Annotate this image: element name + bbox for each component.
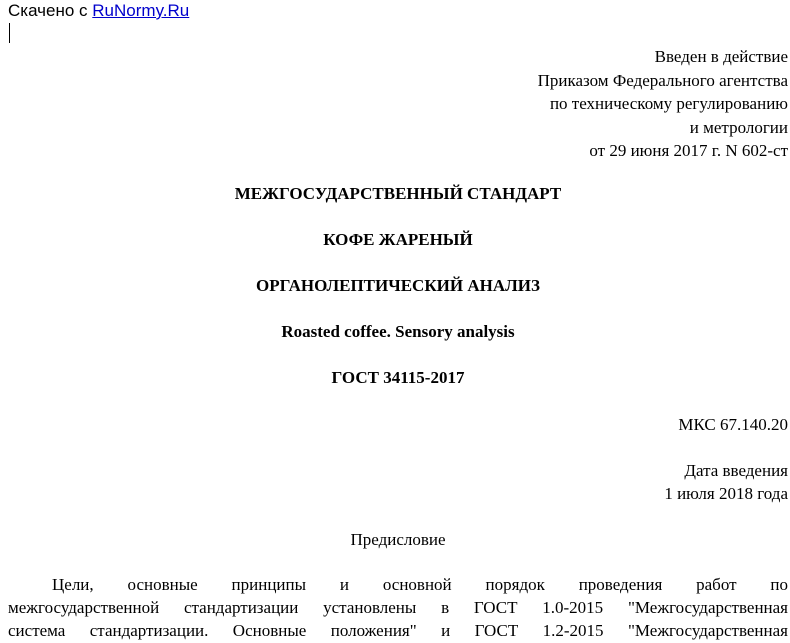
foreword-paragraph xyxy=(8,573,788,643)
decree-line: Введен в действие xyxy=(654,47,788,66)
runormy-link[interactable]: RuNormy.Ru xyxy=(92,1,190,20)
text-cursor xyxy=(9,23,10,43)
source-prefix: Скачено с xyxy=(8,1,93,20)
document-subtitle: ОРГАНОЛЕПТИЧЕСКИЙ АНАЛИЗ xyxy=(256,276,540,295)
paragraph-line: Цели, основные принципы и основной порядок проведения работ по xyxy=(52,575,788,594)
mks-code: МКС 67.140.20 xyxy=(678,415,788,434)
foreword-title: Предисловие xyxy=(350,530,446,549)
document-title: КОФЕ ЖАРЕНЫЙ xyxy=(323,230,473,249)
standard-type-heading: МЕЖГОСУДАРСТВЕННЫЙ СТАНДАРТ xyxy=(234,184,562,203)
introduction-date-label: Дата введения xyxy=(684,461,788,480)
decree-line: по техническому регулированию xyxy=(549,94,788,113)
introduction-date-value: 1 июля 2018 года xyxy=(664,484,788,503)
decree-block xyxy=(538,45,788,163)
source-line xyxy=(8,0,189,22)
decree-line: Приказом Федерального агентства xyxy=(537,70,788,90)
english-title: Roasted coffee. Sensory analysis xyxy=(281,322,515,341)
paragraph-line: система стандартизации. Основные положения" и ГОСТ 1.2-2015 "Межгосударственная xyxy=(8,621,788,641)
decree-line: от 29 июня 2017 г. N 602-ст xyxy=(589,141,788,160)
decree-line: и метрологии xyxy=(689,117,788,137)
paragraph-line: межгосударственной стандартизации установлены в ГОСТ 1.0-2015 "Межгосударственная xyxy=(8,598,788,618)
standard-code: ГОСТ 34115-2017 xyxy=(331,368,465,387)
